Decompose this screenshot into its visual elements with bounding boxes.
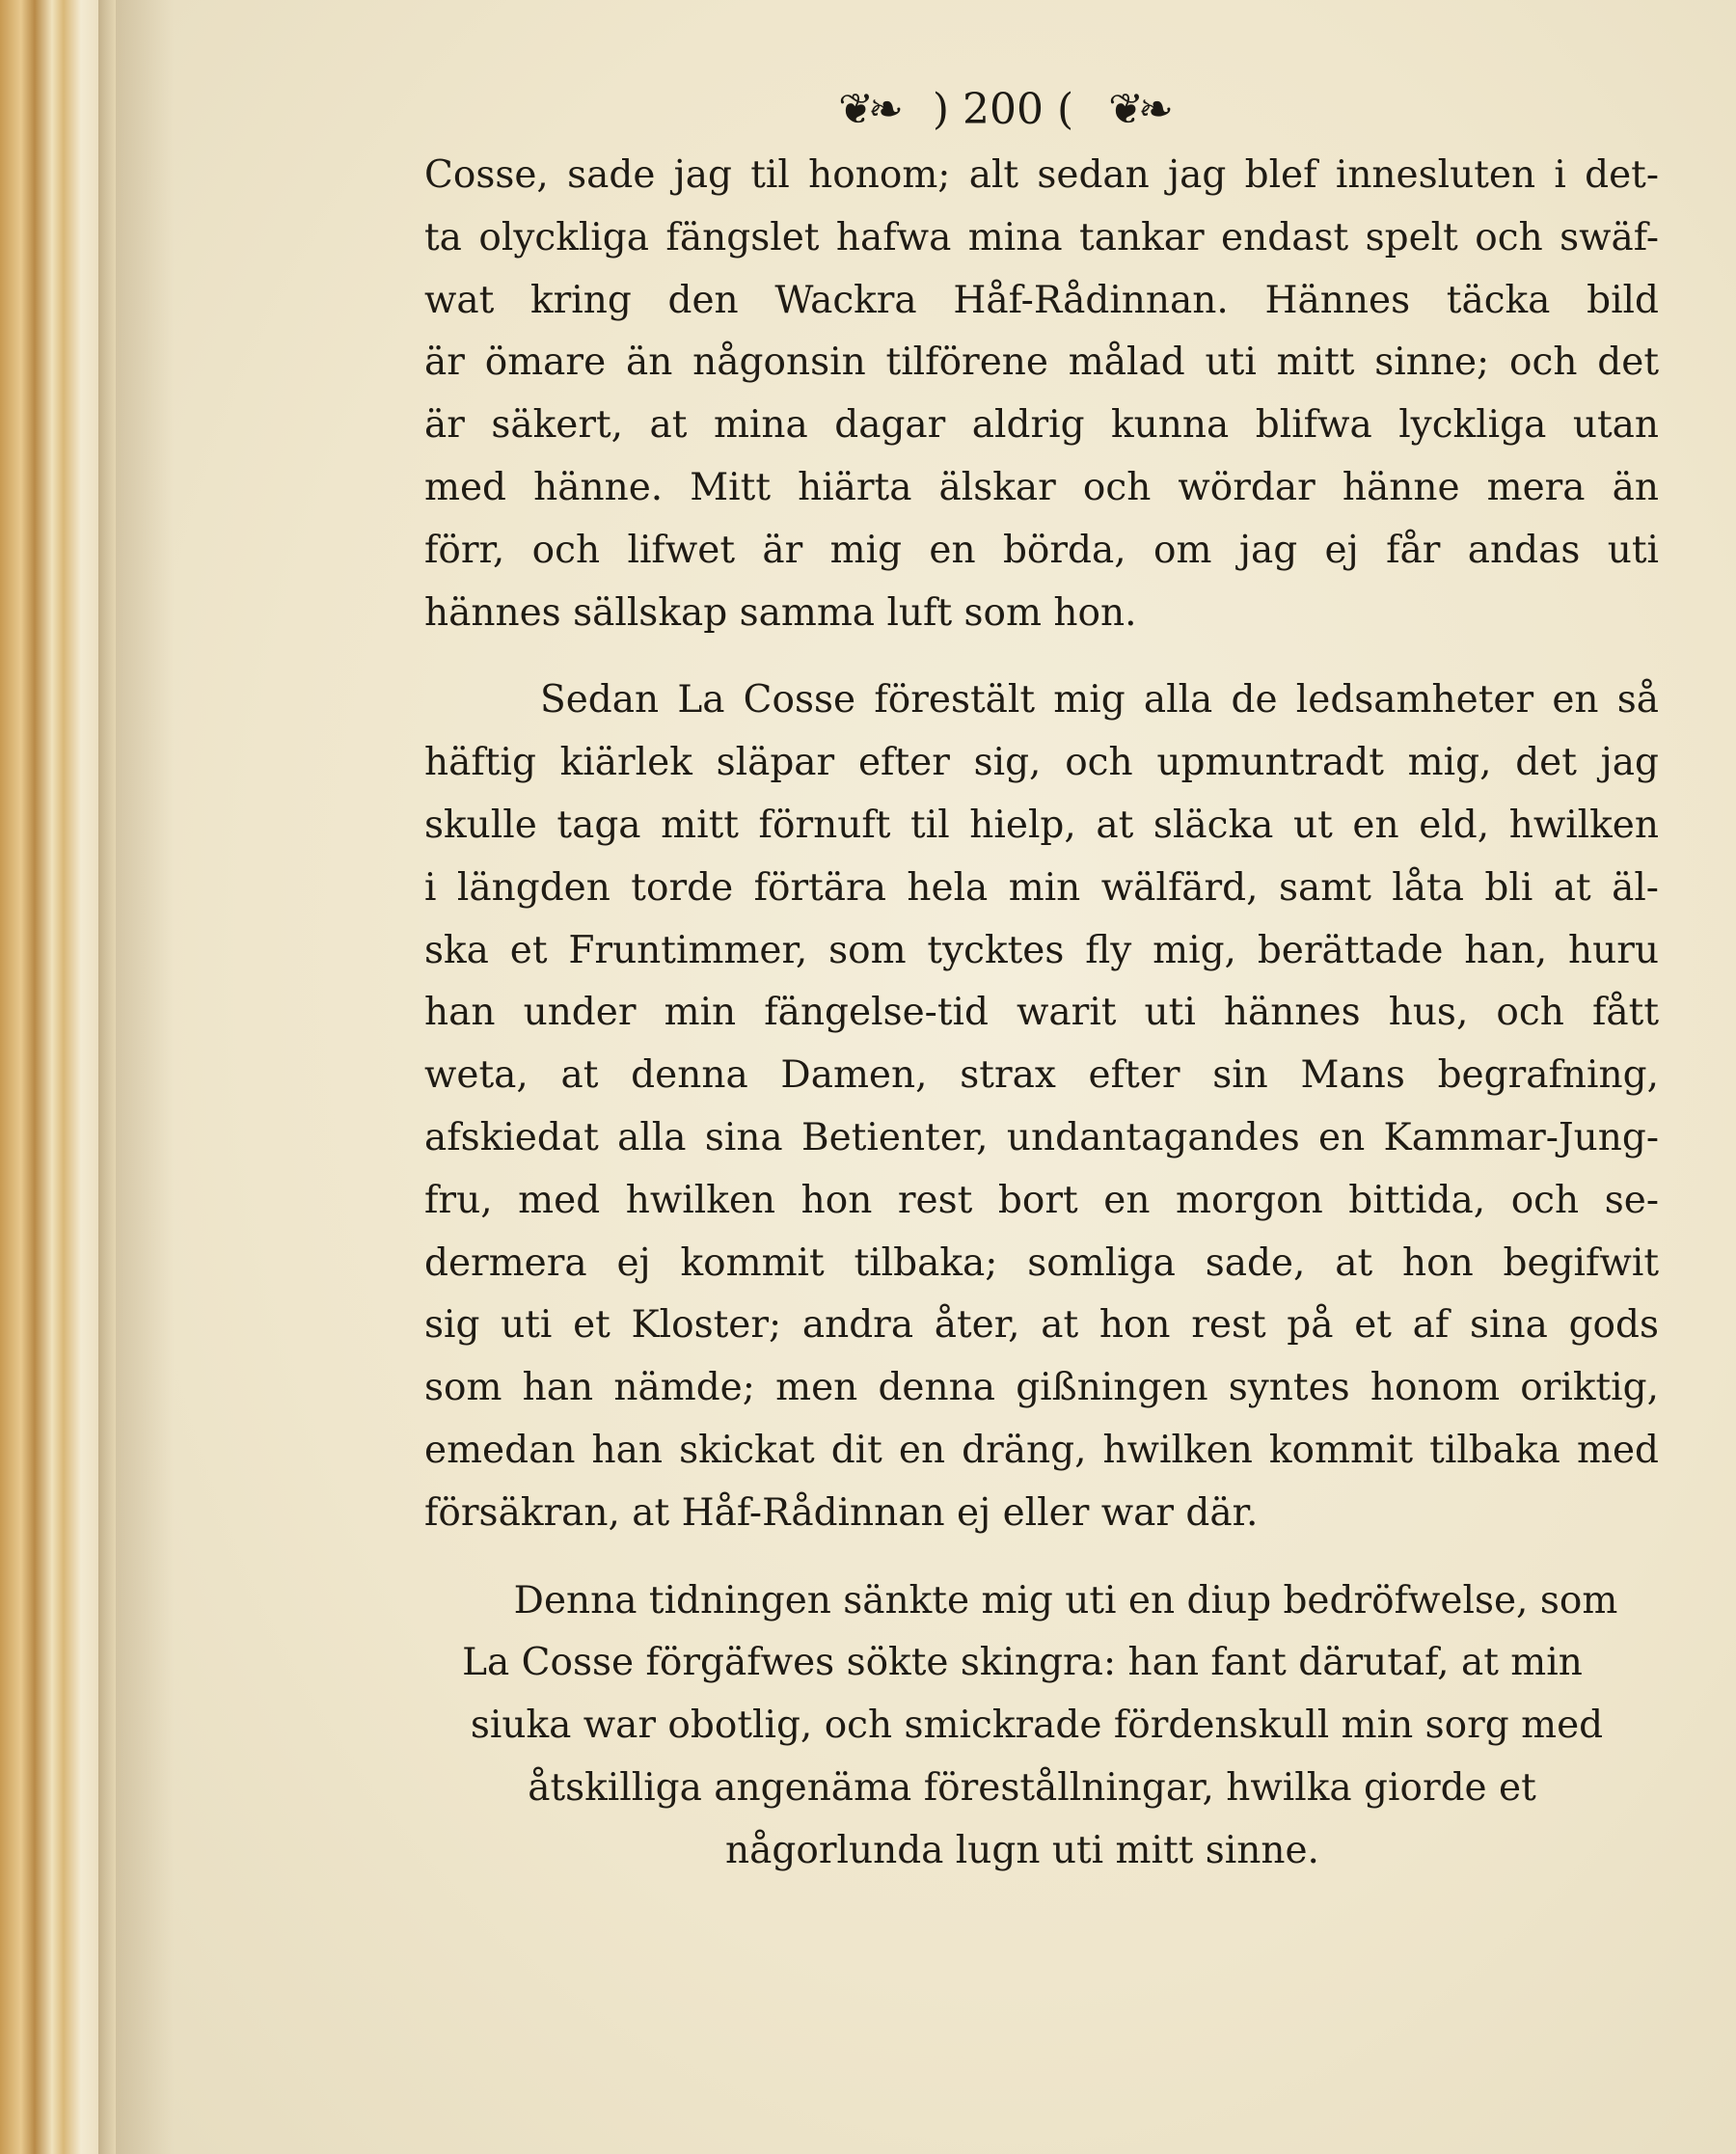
text-line: förr, och lifwet är mig en börda, om jag ej får andas uti xyxy=(424,528,1659,572)
text-line: wat kring den Wackra Håf-Rådinnan. Hännes täcka bild xyxy=(424,278,1659,322)
text-line: häftig kiärlek släpar efter sig, och upmuntradt mig, det jag xyxy=(424,741,1659,785)
text-line: La Cosse förgäfwes sökte skingra: han fant därutaf, at min xyxy=(462,1641,1583,1685)
text-line: sig uti et Kloster; andra åter, at hon rest på et af sina gods xyxy=(424,1303,1659,1348)
right-ornament-icon: ❦❧ xyxy=(1108,84,1168,134)
page-number: ) 200 ( xyxy=(932,84,1074,134)
text-line: ska et Fruntimmer, som tycktes fly mig, berättade han, huru xyxy=(424,928,1659,972)
paragraph-3 xyxy=(424,1570,1620,1883)
text-line: ta olyckliga fängslet hafwa mina tankar endast spelt och swäf- xyxy=(424,215,1659,259)
text-line: åtskilliga angenäma förestållningar, hwilka giorde et xyxy=(528,1765,1536,1810)
running-header xyxy=(656,75,1350,143)
text-line: med hänne. Mitt hiärta älskar och wördar hänne mera än xyxy=(424,465,1659,509)
text-line: Denna tidningen sänkte mig uti en diup bedröfwelse, som xyxy=(513,1578,1618,1622)
text-line: dermera ej kommit tilbaka; somliga sade, at hon begifwit xyxy=(424,1241,1659,1285)
left-ornament-icon: ❦❧ xyxy=(838,84,898,134)
text-line: någorlunda lugn uti mitt sinne. xyxy=(725,1828,1319,1872)
text-line: är säkert, at mina dagar aldrig kunna blifwa lyckliga utan xyxy=(424,403,1659,448)
book-fore-edge xyxy=(0,0,116,2154)
text-line: weta, at denna Damen, strax efter sin Mans begrafning, xyxy=(424,1053,1659,1098)
text-line: emedan han skickat dit en dräng, hwilken kommit tilbaka med xyxy=(424,1428,1659,1472)
text-line: försäkran, at Håf-Rådinnan ej eller war där. xyxy=(424,1490,1259,1535)
text-line: skulle taga mitt förnuft til hielp, at släcka ut en eld, hwilken xyxy=(424,803,1659,847)
text-line: han under min fängelse-tid warit uti hännes hus, och fått xyxy=(424,991,1659,1035)
text-line: Cosse, sade jag til honom; alt sedan jag blef innesluten i det- xyxy=(424,153,1659,197)
text-line: siuka war obotlig, och smickrade fördenskull min sorg med xyxy=(470,1704,1604,1748)
text-line: afskiedat alla sina Betienter, undantagandes en Kammar-Jung- xyxy=(424,1115,1659,1159)
paragraph-1 xyxy=(424,145,1659,644)
text-line: som han nämde; men denna gißningen syntes honom oriktig, xyxy=(424,1366,1659,1410)
paragraph-2 xyxy=(424,669,1659,1544)
body-text xyxy=(424,145,1659,1883)
text-line: i längden torde förtära hela min wälfärd, samt låta bli at äl- xyxy=(424,865,1659,910)
text-line: hännes sällskap samma luft som hon. xyxy=(424,590,1137,635)
text-line: fru, med hwilken hon rest bort en morgon bittida, och se- xyxy=(424,1178,1659,1222)
text-line: är ömare än någonsin tilförene målad uti mitt sinne; och det xyxy=(424,341,1659,385)
text-line: Sedan La Cosse förestält mig alla de ledsamheter en så xyxy=(540,678,1659,723)
